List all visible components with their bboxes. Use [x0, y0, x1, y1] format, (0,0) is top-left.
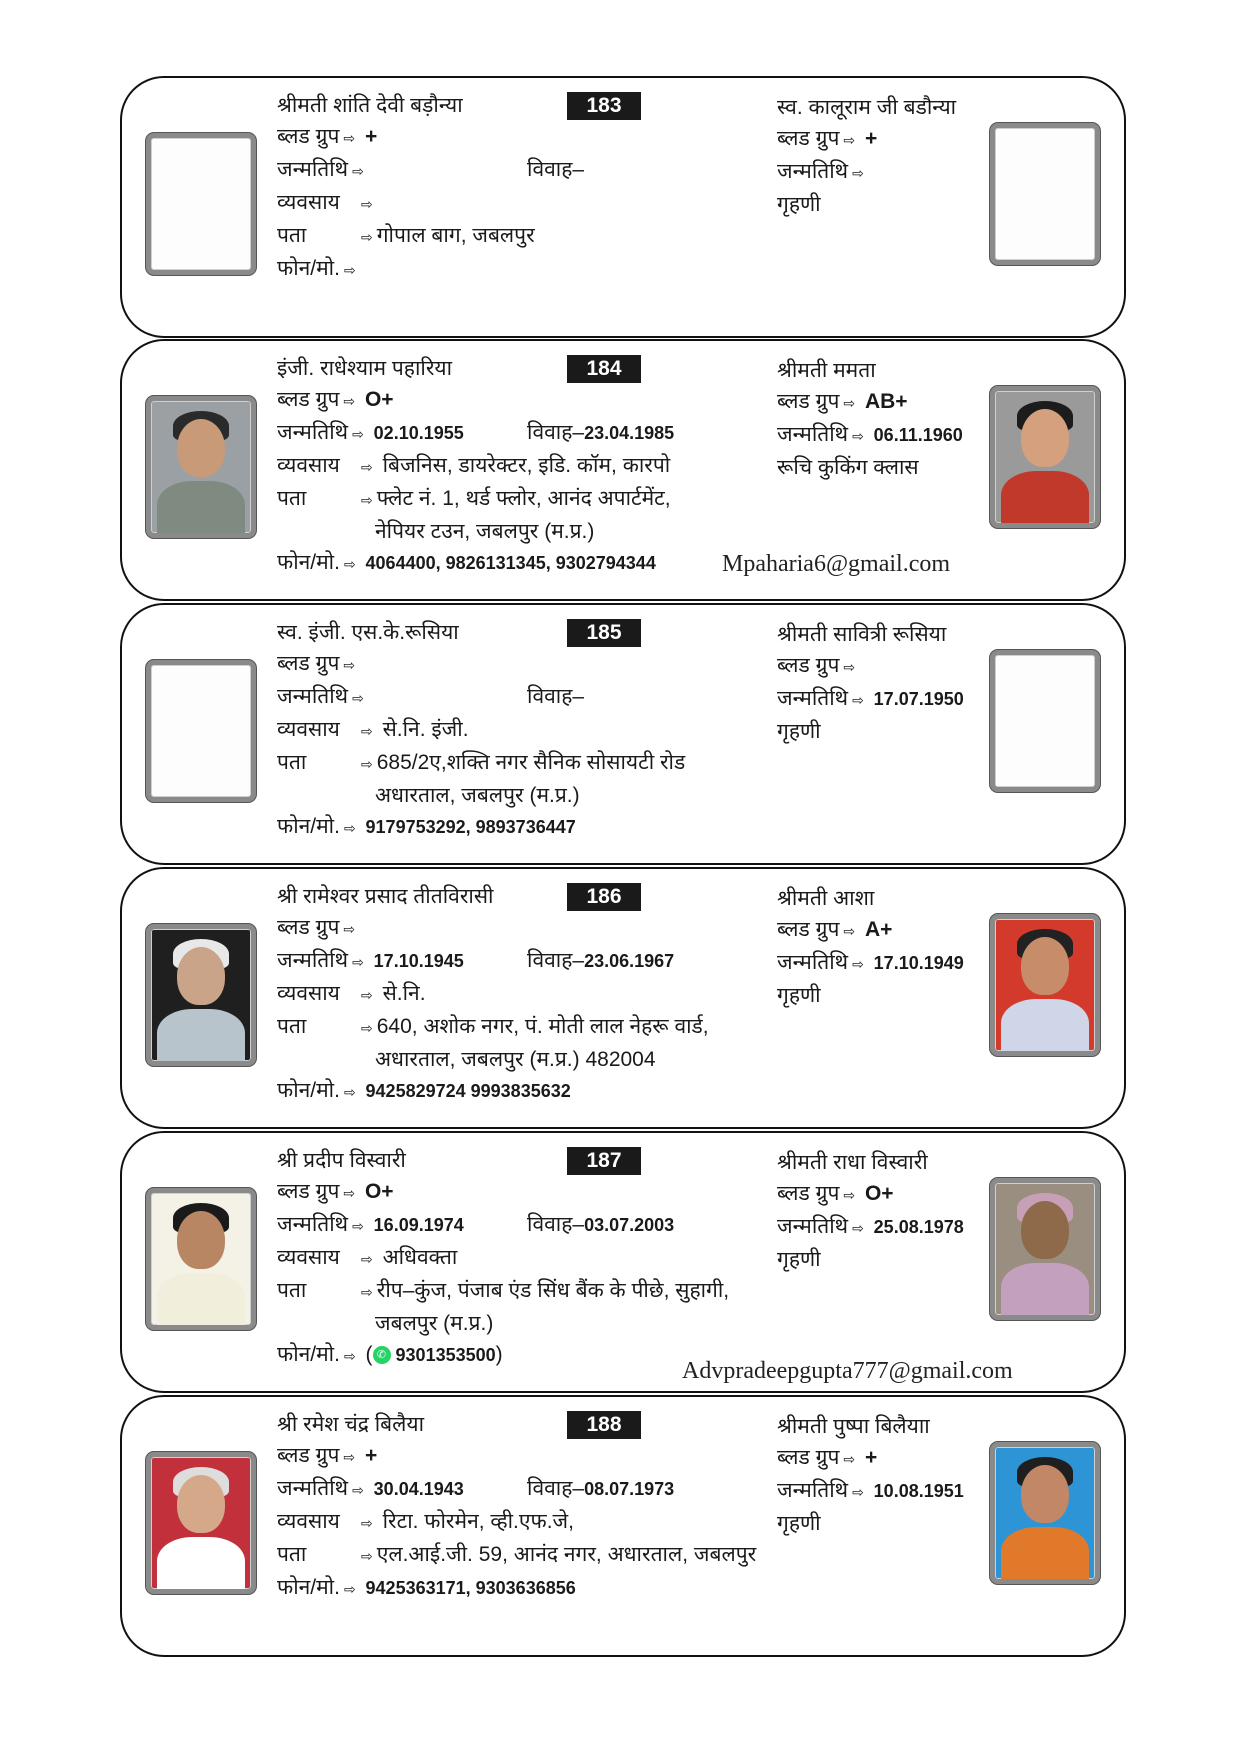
man-photo	[146, 396, 256, 538]
arrow-icon: ⇨	[852, 428, 864, 444]
address-text: अधारताल, जबलपुर (म.प्र.)	[375, 784, 580, 807]
husband-name: श्री रामेश्वर प्रसाद तीतविरासी	[277, 885, 494, 908]
wife-name: श्रीमती आशा	[777, 887, 875, 910]
arrow-icon: ⇨	[852, 692, 864, 708]
wife-dob: जन्मतिथि ⇨ 10.08.1951	[777, 1479, 964, 1502]
address-text: रीप–कुंज, पंजाब एंड सिंध बैंक के पीछे, सुहागी,	[376, 1279, 730, 1302]
address-line	[277, 220, 757, 253]
arrow-icon: ⇨	[343, 393, 356, 409]
husband-name: श्रीमती शांति देवी बड़ौन्या	[277, 94, 463, 117]
torso-shape	[157, 481, 245, 538]
wife-name: श्रीमती सावित्री रूसिया	[777, 623, 947, 646]
wife-name: स्व. कालूराम जी बडौन्या	[777, 96, 957, 119]
arrow-icon: ⇨	[343, 1348, 356, 1364]
marriage-date: विवाह–	[527, 158, 585, 181]
husband-dob: जन्मतिथि ⇨ 02.10.1955 विवाह–23.04.1985	[277, 417, 757, 450]
wife-blood-group: ब्लड ग्रुप ⇨ +	[777, 127, 878, 150]
arrow-icon: ⇨	[343, 130, 356, 146]
arrow-icon: ⇨	[852, 165, 864, 181]
marriage-date: विवाह–	[527, 685, 585, 708]
husband-dob: जन्मतिथि ⇨ 16.09.1974 विवाह–03.07.2003	[277, 1209, 757, 1242]
address-line	[277, 1044, 757, 1075]
address-text: 685/2ए,शक्ति नगर सैनिक सोसायटी रोड	[376, 751, 686, 774]
torso-shape	[1001, 471, 1089, 528]
husband-photo	[146, 660, 256, 802]
husband-name: स्व. इंजी. एस.के.रूसिया	[277, 621, 459, 644]
address-text: नेपियर टउन, जबलपुर (म.प्र.)	[375, 520, 595, 543]
address-line	[277, 483, 757, 516]
husband-address	[277, 220, 757, 253]
face-shape	[177, 1211, 225, 1269]
man-photo	[146, 1452, 256, 1594]
face-shape	[177, 947, 225, 1005]
address-text: अधारताल, जबलपुर (म.प्र.) 482004	[375, 1048, 656, 1071]
arrow-icon: ⇨	[843, 923, 856, 939]
husband-name: इंजी. राधेश्याम पहारिया	[277, 357, 453, 380]
address-label: पता	[277, 1015, 307, 1038]
husband-name: श्री रमेश चंद्र बिलैया	[277, 1413, 425, 1436]
face-shape	[1021, 409, 1069, 467]
torso-shape	[157, 1273, 245, 1330]
address-line	[277, 747, 757, 780]
arrow-icon: ⇨	[352, 163, 364, 179]
arrow-icon: ⇨	[343, 657, 356, 673]
husband-phone: फोन/मो. ⇨ 9179753292, 9893736447	[277, 815, 576, 838]
husband-blood-group: ब्लड ग्रुप ⇨ O+	[277, 388, 394, 411]
whatsapp-icon: ✆	[373, 1346, 391, 1364]
husband-occupation: व्यवसाय ⇨ बिजनिस, डायरेक्टर, इडि. कॉम, कारपो	[277, 454, 671, 477]
wife-dob: जन्मतिथि ⇨ 17.10.1949	[777, 951, 964, 974]
arrow-icon: ⇨	[852, 956, 864, 972]
arrow-icon: ⇨	[361, 492, 373, 508]
wife-details	[777, 1411, 1007, 1539]
arrow-icon: ⇨	[352, 1482, 364, 1498]
arrow-icon: ⇨	[343, 1449, 356, 1465]
wife-details	[777, 883, 1007, 1011]
address-label: पता	[277, 224, 307, 247]
husband-blood-group: ब्लड ग्रुप ⇨	[277, 916, 356, 939]
arrow-icon: ⇨	[843, 1187, 856, 1203]
address-text: फ्लेट नं. 1, थर्ड फ्लोर, आनंद अपार्टमेंट,	[376, 487, 671, 510]
family-card	[120, 1395, 1126, 1657]
phone-number[interactable]: 9425829724 9993835632	[365, 1081, 571, 1101]
address-line	[277, 1539, 757, 1572]
husband-address	[277, 1539, 757, 1572]
husband-phone: फोन/मो. ⇨ ( ✆ 9301353500)	[277, 1343, 503, 1366]
face-shape	[1021, 1465, 1069, 1523]
family-card	[120, 76, 1126, 338]
wife-details	[777, 92, 1007, 220]
address-text: जबलपुर (म.प्र.)	[375, 1312, 494, 1335]
husband-photo	[146, 133, 256, 275]
husband-phone: फोन/मो. ⇨ 9425829724 9993835632	[277, 1079, 571, 1102]
arrow-icon: ⇨	[361, 229, 373, 245]
husband-blood-group: ब्लड ग्रुप ⇨ +	[277, 1444, 378, 1467]
husband-details	[277, 1145, 757, 1372]
man-photo	[146, 1188, 256, 1330]
husband-phone: फोन/मो. ⇨	[277, 257, 356, 280]
torso-shape	[1001, 999, 1089, 1056]
husband-details	[277, 881, 757, 1108]
phone-number[interactable]: 9179753292, 9893736447	[365, 817, 576, 837]
address-line	[277, 780, 757, 811]
husband-address	[277, 747, 757, 811]
address-text: गोपाल बाग, जबलपुर	[376, 224, 535, 247]
phone-number[interactable]: 9301353500	[390, 1345, 496, 1365]
family-card	[120, 339, 1126, 601]
arrow-icon: ⇨	[361, 756, 373, 772]
face-shape	[1021, 1201, 1069, 1259]
wife-occupation: गृहणी	[777, 720, 821, 743]
wife-blood-group: ब्लड ग्रुप ⇨ AB+	[777, 390, 908, 413]
address-line	[277, 1308, 757, 1339]
entry-number: 184	[567, 355, 641, 383]
arrow-icon: ⇨	[843, 1451, 856, 1467]
wife-details	[777, 619, 1007, 747]
arrow-icon: ⇨	[343, 1581, 356, 1597]
face-shape	[177, 1475, 225, 1533]
arrow-icon: ⇨	[361, 1548, 373, 1564]
arrow-icon: ⇨	[361, 459, 373, 475]
wife-blood-group: ब्लड ग्रुप ⇨ +	[777, 1446, 878, 1469]
arrow-icon: ⇨	[343, 1185, 356, 1201]
husband-blood-group: ब्लड ग्रुप ⇨	[277, 652, 356, 675]
wife-occupation: गृहणी	[777, 984, 821, 1007]
arrow-icon: ⇨	[843, 395, 856, 411]
wife-dob: जन्मतिथि ⇨ 17.07.1950	[777, 687, 964, 710]
entry-number: 187	[567, 1147, 641, 1175]
entry-number: 186	[567, 883, 641, 911]
wife-occupation: गृहणी	[777, 1512, 821, 1535]
husband-dob: जन्मतिथि ⇨ विवाह–	[277, 681, 757, 714]
address-text: 640, अशोक नगर, पं. मोती लाल नेहरू वार्ड,	[376, 1015, 709, 1038]
arrow-icon: ⇨	[352, 426, 364, 442]
husband-occupation: व्यवसाय ⇨ से.नि. इंजी.	[277, 718, 469, 741]
entry-number: 185	[567, 619, 641, 647]
husband-dob: जन्मतिथि ⇨ विवाह–	[277, 154, 757, 187]
entry-number: 188	[567, 1411, 641, 1439]
husband-address	[277, 1275, 757, 1339]
email-address[interactable]: Advpradeepgupta777@gmail.com	[682, 1358, 1013, 1384]
family-card	[120, 1131, 1126, 1393]
husband-details	[277, 1409, 757, 1605]
arrow-icon: ⇨	[343, 820, 356, 836]
email-address[interactable]: Mpaharia6@gmail.com	[722, 551, 951, 577]
wife-blood-group: ब्लड ग्रुप ⇨ A+	[777, 918, 893, 941]
husband-address	[277, 483, 757, 547]
husband-occupation: व्यवसाय ⇨ रिटा. फोरमेन, व्ही.एफ.जे,	[277, 1510, 574, 1533]
arrow-icon: ⇨	[361, 196, 373, 212]
husband-details	[277, 90, 757, 286]
address-line	[277, 1011, 757, 1044]
face-shape	[1021, 937, 1069, 995]
husband-details	[277, 353, 757, 580]
address-text: एल.आई.जी. 59, आनंद नगर, अधारताल, जबलपुर	[376, 1543, 757, 1566]
wife-occupation: गृहणी	[777, 193, 821, 216]
marriage-date: विवाह–03.07.2003	[527, 1213, 675, 1236]
address-label: पता	[277, 487, 307, 510]
husband-dob: जन्मतिथि ⇨ 17.10.1945 विवाह–23.06.1967	[277, 945, 757, 978]
address-line	[277, 516, 757, 547]
phone-number[interactable]: 4064400, 9826131345, 9302794344	[365, 553, 656, 573]
arrow-icon: ⇨	[352, 954, 364, 970]
torso-shape	[157, 1537, 245, 1594]
arrow-icon: ⇨	[343, 262, 356, 278]
arrow-icon: ⇨	[361, 1515, 373, 1531]
husband-occupation: व्यवसाय ⇨ अधिवक्ता	[277, 1246, 458, 1269]
husband-phone: फोन/मो. ⇨ 4064400, 9826131345, 9302794344	[277, 551, 656, 574]
arrow-icon: ⇨	[852, 1220, 864, 1236]
wife-details	[777, 1147, 1007, 1275]
entry-number: 183	[567, 92, 641, 120]
husband-occupation: व्यवसाय ⇨	[277, 191, 373, 214]
arrow-icon: ⇨	[352, 690, 364, 706]
arrow-icon: ⇨	[852, 1484, 864, 1500]
arrow-icon: ⇨	[352, 1218, 364, 1234]
address-label: पता	[277, 751, 307, 774]
husband-blood-group: ब्लड ग्रुप ⇨ +	[277, 125, 378, 148]
address-label: पता	[277, 1279, 307, 1302]
marriage-date: विवाह–08.07.1973	[527, 1477, 675, 1500]
arrow-icon: ⇨	[361, 1251, 373, 1267]
wife-name: श्रीमती राधा विस्वारी	[777, 1151, 928, 1174]
phone-number[interactable]: 9425363171, 9303636856	[365, 1578, 576, 1598]
torso-shape	[1001, 1527, 1089, 1584]
wife-dob: जन्मतिथि ⇨ 06.11.1960	[777, 423, 963, 446]
family-card	[120, 867, 1126, 1129]
wife-details	[777, 355, 1007, 483]
arrow-icon: ⇨	[843, 659, 856, 675]
address-line	[277, 1275, 757, 1308]
face-shape	[177, 419, 225, 477]
torso-shape	[1001, 1263, 1089, 1320]
husband-dob: जन्मतिथि ⇨ 30.04.1943 विवाह–08.07.1973	[277, 1473, 757, 1506]
torso-shape	[157, 1009, 245, 1066]
husband-occupation: व्यवसाय ⇨ से.नि.	[277, 982, 426, 1005]
arrow-icon: ⇨	[343, 921, 356, 937]
wife-occupation: गृहणी	[777, 1248, 821, 1271]
wife-blood-group: ब्लड ग्रुप ⇨	[777, 654, 856, 677]
arrow-icon: ⇨	[361, 1020, 373, 1036]
man-photo	[146, 924, 256, 1066]
family-card	[120, 603, 1126, 865]
wife-dob: जन्मतिथि ⇨ 25.08.1978	[777, 1215, 964, 1238]
arrow-icon: ⇨	[343, 1084, 356, 1100]
husband-blood-group: ब्लड ग्रुप ⇨ O+	[277, 1180, 394, 1203]
arrow-icon: ⇨	[361, 987, 373, 1003]
husband-name: श्री प्रदीप विस्वारी	[277, 1149, 406, 1172]
arrow-icon: ⇨	[361, 723, 373, 739]
wife-dob: जन्मतिथि ⇨	[777, 160, 864, 183]
arrow-icon: ⇨	[843, 132, 856, 148]
wife-occupation: रूचि कुकिंग क्लास	[777, 456, 919, 479]
husband-address	[277, 1011, 757, 1075]
address-label: पता	[277, 1543, 307, 1566]
wife-name: श्रीमती पुष्पा बिलैयाा	[777, 1415, 930, 1438]
marriage-date: विवाह–23.06.1967	[527, 949, 675, 972]
wife-blood-group: ब्लड ग्रुप ⇨ O+	[777, 1182, 894, 1205]
marriage-date: विवाह–23.04.1985	[527, 421, 675, 444]
husband-phone: फोन/मो. ⇨ 9425363171, 9303636856	[277, 1576, 576, 1599]
wife-name: श्रीमती ममता	[777, 359, 876, 382]
husband-details	[277, 617, 757, 844]
arrow-icon: ⇨	[343, 556, 356, 572]
arrow-icon: ⇨	[361, 1284, 373, 1300]
